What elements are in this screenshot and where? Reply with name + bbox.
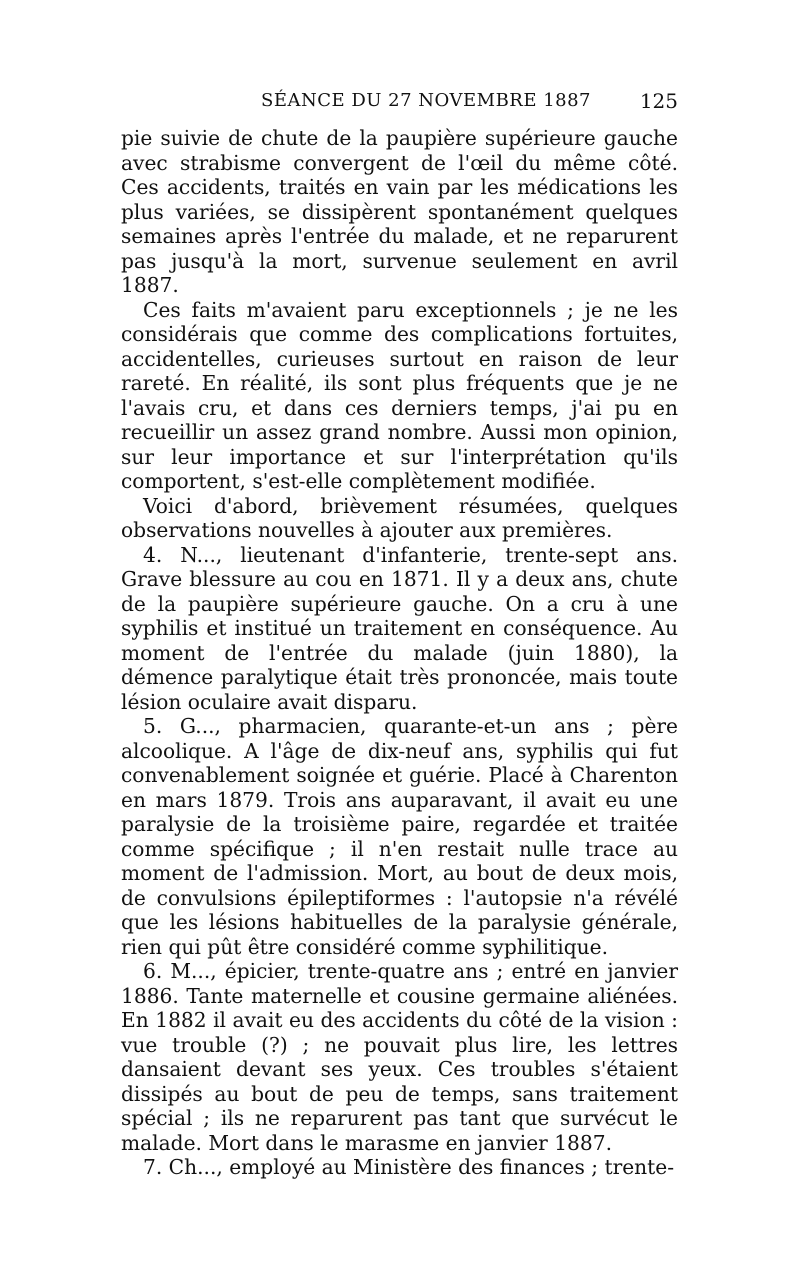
paragraph: Ces faits m'avaient paru exceptionnels ; je ne les considérais que comme des complications fortuites, accidentelles, curieuses surtout en raison de leur rareté. En réalité, ils sont plus fréquents que je ne l'avais cru, et dans ces derniers temps, j'ai pu en recueillir un assez grand nombre. Aussi mon opinion, sur leur importance et sur l'interprétation qu'ils comportent, s'est-elle complètement modifiée. <box>121 297 678 493</box>
observation-5: 5. G..., pharmacien, quarante-et-un ans ; père alcoolique. A l'âge de dix-neuf ans, syphilis qui fut convenablement soignée et guérie. Placé à Charenton en mars 1879. Trois ans auparavant, il avait eu une paralysie de la troisième paire, regardée et traitée comme spécifique ; il n'en restait nulle trace au moment de l'admission. Mort, au bout de deux mois, de convulsions épileptiformes : l'autopsie n'a révélé que les lésions habituelles de la paralysie générale, rien qui pût être considéré comme syphilitique. <box>121 714 678 959</box>
observation-7: 7. Ch..., employé au Ministère des finances ; trente- <box>143 1155 675 1179</box>
paragraph: Voici d'abord, brièvement résumées, quelques observations nouvelles à ajouter aux premières. <box>121 493 678 542</box>
running-title: SÉANCE DU 27 NOVEMBRE 1887 <box>261 90 592 111</box>
book-page <box>121 86 678 1180</box>
body-text <box>121 126 678 1180</box>
observation-6: 6. M..., épicier, trente-quatre ans ; entré en janvier 1886. Tante maternelle et cousine germaine aliénées. En 1882 il avait eu des accidents du côté de la vision : vue trouble (?) ; ne pouvait plus lire, les lettres dansaient devant ses yeux. Ces troubles s'étaient dissipés au bout de peu de temps, sans traitement spécial ; ils ne reparurent pas tant que survécut le malade. Mort dans le marasme en janvier 1887. <box>121 959 678 1155</box>
page-number: 125 <box>639 89 678 113</box>
observation-4: 4. N..., lieutenant d'infanterie, trente-sept ans. Grave blessure au cou en 1871. Il y a deux ans, chute de la paupière supérieure gauche. On a cru à une syphilis et institué un traitement en conséquence. Au moment de l'entrée du malade (juin 1880), la démence paralytique était très prononcée, mais toute lésion oculaire avait disparu. <box>121 542 678 714</box>
page-header <box>121 86 678 126</box>
paragraph-continuation: pie suivie de chute de la paupière supérieure gauche avec strabisme convergent de l'œil du même côté. Ces accidents, traités en vain par les médications les plus variées, se dissipèrent spontanément quelques semaines après l'entrée du malade, et ne reparurent pas jusqu'à la mort, survenue seulement en avril 1887. <box>121 126 678 297</box>
